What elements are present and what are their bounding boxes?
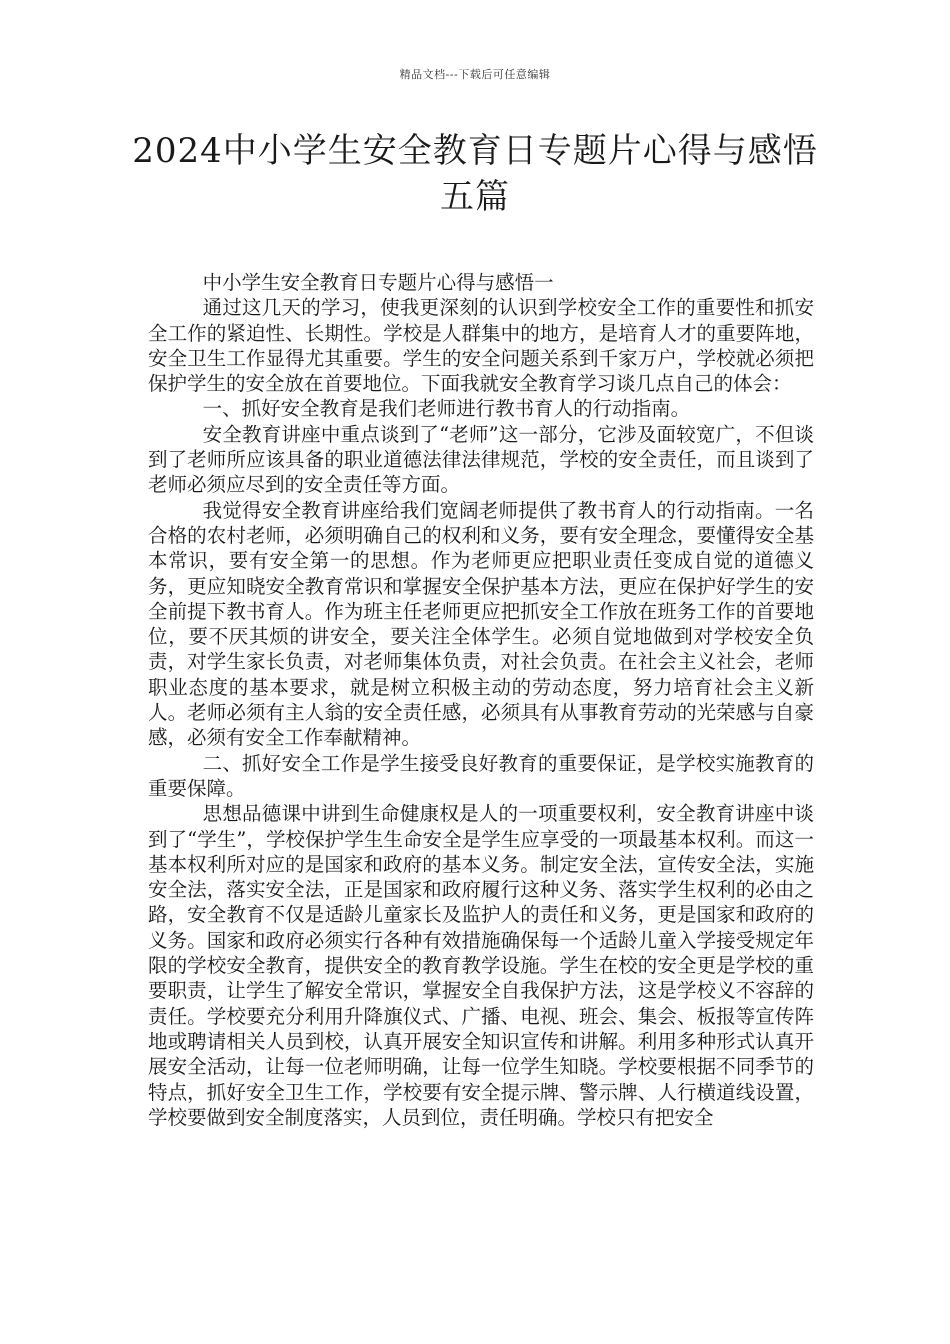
header-note: 精品文档---下载后可任意编辑 (399, 68, 551, 81)
document-body (148, 270, 814, 1130)
point-heading: 二、抓好安全工作是学生接受良好教育的重要保证，是学校实施教育的重要保障。 (148, 751, 814, 800)
body-paragraph: 安全教育讲座中重点谈到了“老师”这一部分，它涉及面较宽广，不但谈到了老师所应该具备的职业道德法律法律规范，学校的安全责任，而且谈到了老师必须应尽到的安全责任等方面。 (148, 422, 814, 497)
body-paragraph: 思想品德课中讲到生命健康权是人的一项重要权利，安全教育讲座中谈到了“学生”，学校保护学生生命安全是学生应享受的一项最基本权利。而这一基本权利所对应的是国家和政府的基本义务。制定安全法，宣传安全法，实施安全法，落实安全法，正是国家和政府履行这种义务、落实学生权利的必由之路，安全教育不仅是适龄儿童家长及监护人的责任和义务，更是国家和政府的义务。国家和政府必须实行各种有效措施确保每一个适龄儿童入学接受规定年限的学校安全教育，提供安全的教育教学设施。学生在校的安全更是学校的重要职责，让学生了解安全常识，掌握安全自我保护方法，这是学校义不容辞的责任。学校要充分利用升降旗仪式、广播、电视、班会、集会、板报等宣传阵地或聘请相关人员到校，认真开展安全知识宣传和讲解。利用多种形式认真开展安全活动，让每一位老师明确，让每一位学生知晓。学校要根据不同季节的特点，抓好安全卫生工作，学校要有安全提示牌、警示牌、人行横道线设置，学校要做到安全制度落实，人员到位，责任明确。学校只有把安全 (148, 802, 814, 1129)
document-title: 2024中小学生安全教育日专题片心得与感悟五篇 (132, 131, 818, 217)
body-paragraph: 我觉得安全教育讲座给我们宽阔老师提供了教书育人的行动指南。一名合格的农村老师，必须明确自己的权利和义务，要有安全理念，要懂得安全基本常识，要有安全第一的思想。作为老师更应把职业责任变成自觉的道德义务，更应知晓安全教育常识和掌握安全保护基本方法，更应在保护好学生的安全前提下教书育人。作为班主任老师更应把抓安全工作放在班务工作的首要地位，要不厌其烦的讲安全，要关注全体学生。必须自觉地做到对学校安全负责，对学生家长负责，对老师集体负责，对社会负责。在社会主义社会，老师职业态度的基本要求，就是树立积极主动的劳动态度，努力培育社会主义新人。老师必须有主人翁的安全责任感，必须具有从事教育劳动的光荣感与自豪感，必须有安全工作奉献精神。 (148, 498, 814, 750)
point-heading: 一、抓好安全教育是我们老师进行教书育人的行动指南。 (202, 397, 691, 421)
section-heading: 中小学生安全教育日专题片心得与感悟一 (202, 271, 554, 294)
body-paragraph: 通过这几天的学习，使我更深刻的认识到学校安全工作的重要性和抓安全工作的紧迫性、长期性。学校是人群集中的地方，是培育人才的重要阵地，安全卫生工作显得尤其重要。学生的安全问题关系到千家万户，学校就必须把保护学生的安全放在首要地位。下面我就安全教育学习谈几点自己的体会： (148, 296, 814, 396)
